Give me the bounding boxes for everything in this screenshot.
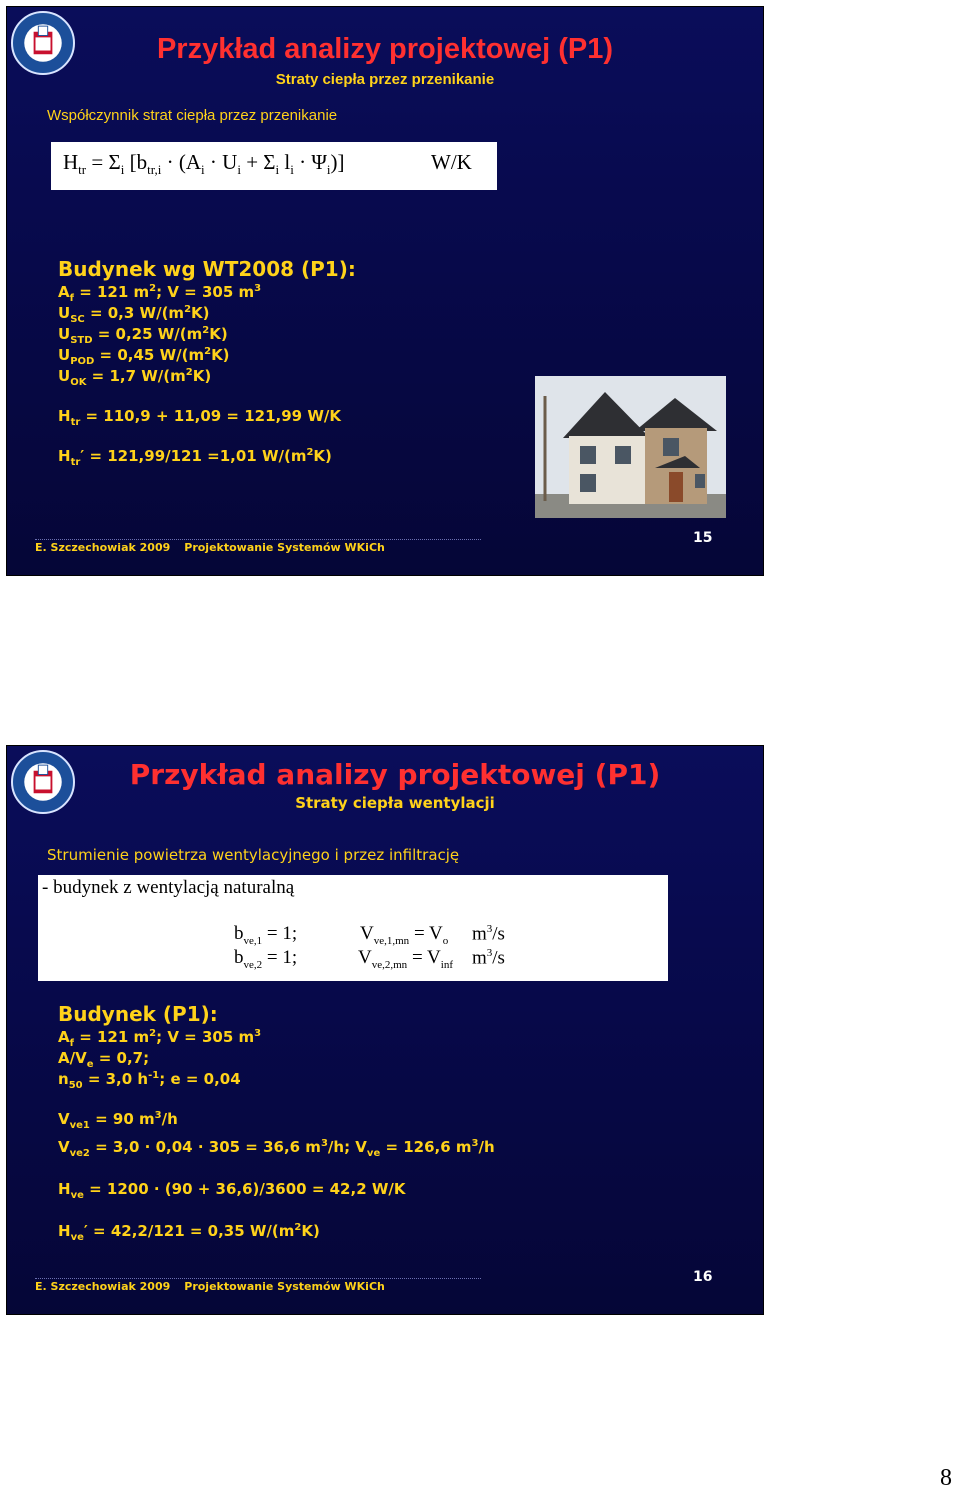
formula-row-2-v: $V_{ve,2,mn} = V_{inf}$ <box>358 947 454 971</box>
footer-rule <box>35 1278 481 1279</box>
footer-author: E. Szczechowiak 2009 <box>35 1280 171 1293</box>
u-ok-line: $U_{OK} = 1,7$ $W/(m^2K)$ <box>58 367 212 388</box>
u-std-line: $U_{STD} = 0,25$ $W/(m^2K)$ <box>58 325 228 346</box>
slide-title: Przykład analizy projektowej (P1) <box>129 758 661 791</box>
vve1-line: $V_{ve1} = 90$ $m^3/h$ <box>58 1110 178 1131</box>
slide-15 <box>6 6 764 576</box>
slide-16 <box>6 745 764 1315</box>
building-title: Budynek (P1): <box>58 1002 218 1026</box>
ventilation-formula <box>38 875 668 981</box>
formula-row-2-unit: $m^3/s$ <box>472 947 505 969</box>
footer <box>35 1280 385 1293</box>
section-heading: Współczynnik strat ciepła przez przenikanie <box>47 107 338 124</box>
footer <box>35 541 385 554</box>
building-title: Budynek wg WT2008 (P1): <box>58 257 356 281</box>
af-line: $A_f = 121$ $m^2$; V = 305 $m^3$ <box>58 283 262 304</box>
transmission-formula: $H_{tr} = \Sigma_i$ [$b_{tr,i} \cdot (A_i \cdot U_i + \Sigma_i$ $l_i \cdot \Psi_i$)] W/K <box>51 142 497 190</box>
htr-specific-line: $H_{tr}' = 121,99/121 =1,01$ $W/(m^2K)$ <box>58 447 332 468</box>
u-pod-line: $U_{POD} = 0,45$ $W/(m^2K)$ <box>58 346 230 367</box>
slide-page-number: 15 <box>693 530 713 546</box>
hve-specific-line: $H_{ve}' = 42,2/121 = 0,35$ $W/(m^2K)$ <box>58 1222 320 1243</box>
document-page-number: 8 <box>940 1465 952 1491</box>
formula-row-2: $b_{ve,2} = 1$; <box>234 947 298 971</box>
slide-title: Przykład analizy projektowej (P1) <box>156 33 614 65</box>
house-photo <box>535 376 726 518</box>
htr-line: $H_{tr} = 110,9 + 11,09 = 121,99$ W/K <box>58 407 341 428</box>
u-sc-line: $U_{SC} = 0,3$ $W/(m^2K)$ <box>58 304 210 325</box>
formula-intro: - budynek z wentylacją naturalną <box>42 877 295 898</box>
formula-row-1-unit: $m^3/s$ <box>472 923 505 945</box>
footer-author: E. Szczechowiak 2009 <box>35 541 171 554</box>
formula-row-1: $b_{ve,1} = 1$; <box>234 923 298 947</box>
ave-line: $A/V_e = 0,7$; <box>58 1049 150 1070</box>
hve-line: $H_{ve} = 1200 \cdot (90 + 36,6)/3600 = 42,2$ W/K <box>58 1180 406 1201</box>
footer-rule <box>35 539 481 540</box>
slide-page-number: 16 <box>693 1269 713 1285</box>
slide-subtitle: Straty ciepła wentylacji <box>295 794 495 812</box>
section-heading: Strumienie powietrza wentylacyjnego i przez infiltrację <box>47 846 460 864</box>
af-line: $A_f = 121$ $m^2$; V = 305 $m^3$ <box>58 1028 262 1049</box>
slide-subtitle: Straty ciepła przez przenikanie <box>275 71 495 88</box>
formula-row-1-v: $V_{ve,1,mn} = V_o$ <box>360 923 449 947</box>
n50-line: $n_{50} = 3,0$ $h^{-1}$; e = 0,04 <box>58 1070 241 1091</box>
footer-course: Projektowanie Systemów WKiCh <box>184 1280 385 1293</box>
footer-course: Projektowanie Systemów WKiCh <box>184 541 385 554</box>
vve2-line: $V_{ve2} = 3,0 \cdot 0,04 \cdot 305 = 36,6$ $m^3/h$; $V_{ve} = 126,6$ $m^3/h$ <box>58 1138 495 1159</box>
